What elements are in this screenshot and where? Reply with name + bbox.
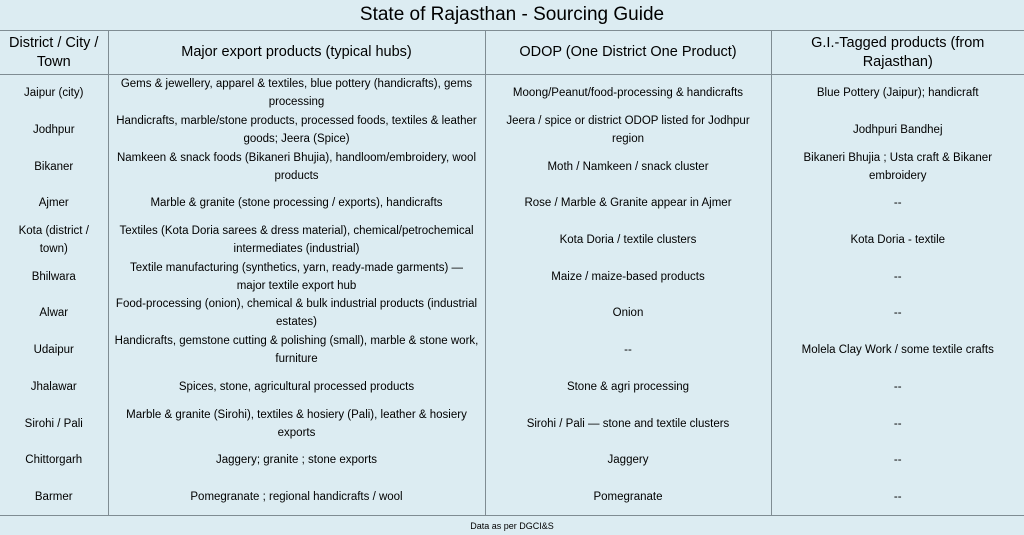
district-cell: Ajmer (0, 185, 108, 222)
odop-cell: Moong/Peanut/food-processing & handicrafts (485, 75, 771, 112)
district-cell: Bikaner (0, 148, 108, 185)
header-odop: ODOP (One District One Product) (485, 31, 771, 75)
table-row (0, 185, 1024, 222)
header-exports: Major export products (typical hubs) (108, 31, 485, 75)
table-row (0, 112, 1024, 149)
gi-cell: Jodhpuri Bandhej (852, 124, 943, 137)
header-district: District / City / Town (0, 31, 108, 75)
odop-cell: Pomegranate (485, 479, 771, 516)
exports-cell: Jaggery; granite ; stone exports (108, 442, 485, 479)
gi-cell: Kota Doria - textile (850, 234, 946, 247)
gi-cell: Bikaneri Bhujia ; Usta craft & Bikaner embroidery (803, 151, 993, 182)
district-cell: Kota (district / town) (0, 222, 108, 259)
odop-cell: Stone & agri processing (485, 369, 771, 406)
gi-cell: -- (893, 270, 902, 283)
page-title: State of Rajasthan - Sourcing Guide (0, 0, 1024, 31)
gi-cell: -- (893, 417, 902, 430)
table-row (0, 442, 1024, 479)
exports-cell: Handicrafts, marble/stone products, processed foods, textiles & leather goods; Jeera (Spice) (108, 112, 485, 149)
odop-cell: Rose / Marble & Granite appear in Ajmer (485, 185, 771, 222)
odop-cell: Moth / Namkeen / snack cluster (485, 148, 771, 185)
gi-cell: Molela Clay Work / some textile crafts (801, 344, 994, 357)
exports-cell: Marble & granite (Sirohi), textiles & hosiery (Pali), leather & hosiery exports (108, 405, 485, 442)
exports-cell: Handicrafts, gemstone cutting & polishing (small), marble & stone work, furniture (108, 332, 485, 369)
table-row (0, 258, 1024, 295)
odop-cell: Kota Doria / textile clusters (485, 222, 771, 259)
district-cell: Jodhpur (0, 112, 108, 149)
table-row (0, 295, 1024, 332)
exports-cell: Spices, stone, agricultural processed products (108, 369, 485, 406)
district-cell: Bhilwara (0, 258, 108, 295)
exports-cell: Marble & granite (stone processing / exports), handicrafts (108, 185, 485, 222)
odop-cell: Jaggery (485, 442, 771, 479)
exports-cell: Textile manufacturing (synthetics, yarn, ready-made garments) — major textile export hub (108, 258, 485, 295)
table-row (0, 332, 1024, 369)
exports-cell: Textiles (Kota Doria sarees & dress material), chemical/petrochemical intermediates (industrial) (108, 222, 485, 259)
odop-cell: Maize / maize-based products (485, 258, 771, 295)
table-row (0, 75, 1024, 112)
gi-cell: -- (893, 454, 902, 467)
header-gi: G.I.-Tagged products (from Rajasthan) (771, 31, 1024, 75)
gi-cell: Blue Pottery (Jaipur); handicraft (816, 87, 979, 100)
sourcing-table (0, 31, 1024, 516)
table-row (0, 479, 1024, 516)
district-cell: Jhalawar (0, 369, 108, 406)
exports-cell: Gems & jewellery, apparel & textiles, blue pottery (handicrafts), gems processing (108, 75, 485, 112)
header-row (0, 31, 1024, 75)
district-cell: Chittorgarh (0, 442, 108, 479)
table-row (0, 405, 1024, 442)
odop-cell: Sirohi / Pali — stone and textile clusters (485, 405, 771, 442)
gi-cell: -- (893, 197, 902, 210)
exports-cell: Food-processing (onion), chemical & bulk industrial products (industrial estates) (108, 295, 485, 332)
odop-cell: Jeera / spice or district ODOP listed for Jodhpur region (485, 112, 771, 149)
district-cell: Barmer (0, 479, 108, 516)
table-row (0, 222, 1024, 259)
gi-cell: -- (893, 380, 902, 393)
table-row (0, 148, 1024, 185)
odop-cell: -- (485, 332, 771, 369)
gi-cell: -- (893, 307, 902, 320)
district-cell: Jaipur (city) (0, 75, 108, 112)
district-cell: Alwar (0, 295, 108, 332)
exports-cell: Namkeen & snack foods (Bikaneri Bhujia), handloom/embroidery, wool products (108, 148, 485, 185)
exports-cell: Pomegranate ; regional handicrafts / wool (108, 479, 485, 516)
odop-cell: Onion (485, 295, 771, 332)
table-row (0, 369, 1024, 406)
district-cell: Sirohi / Pali (0, 405, 108, 442)
gi-cell: -- (771, 479, 1024, 516)
district-cell: Udaipur (0, 332, 108, 369)
source-footnote: Data as per DGCI&S (470, 521, 554, 532)
